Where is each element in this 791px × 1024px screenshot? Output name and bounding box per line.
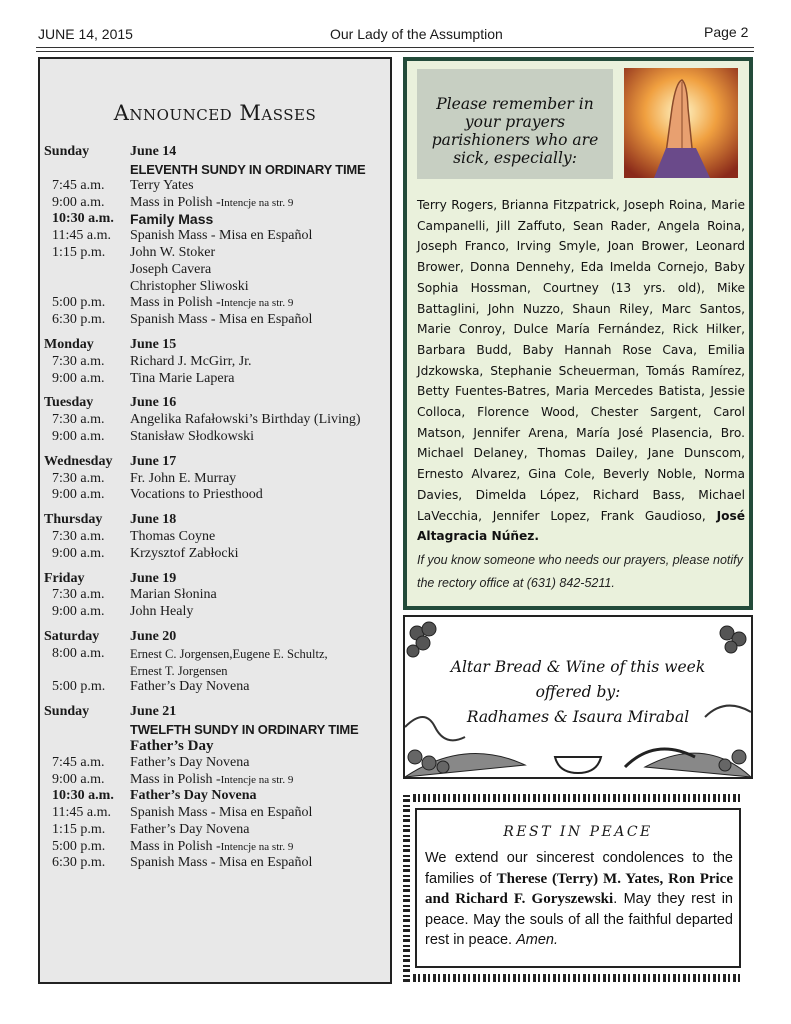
day-header	[44, 512, 390, 529]
day-name: Tuesday	[44, 395, 94, 411]
mass-time: 8:00 a.m.	[52, 645, 105, 661]
mass-intention: Vocations to Priesthood	[130, 487, 263, 503]
mass-time: 7:45 a.m.	[52, 177, 105, 193]
sick-last-name: José Altagracia Núñez.	[417, 508, 746, 544]
mass-intention: Father’s Day Novena	[130, 679, 250, 695]
mass-time: 6:30 p.m.	[52, 855, 106, 871]
rip-names: Therese (Terry) M. Yates, Ron Price and Richard F. Goryszewski	[425, 870, 733, 908]
mass-entry	[44, 679, 390, 696]
mass-entry	[44, 788, 390, 805]
altar-bread-panel	[403, 615, 753, 779]
day-header	[44, 629, 390, 646]
liturgical-subtitle-row	[44, 738, 390, 755]
mass-entry	[44, 178, 390, 195]
mass-intention: John W. Stoker	[130, 244, 216, 260]
mass-time: 9:00 a.m.	[52, 771, 105, 787]
header-rule-2	[36, 51, 754, 52]
mass-entry	[44, 487, 390, 504]
mass-intention: Family Mass	[130, 211, 214, 228]
mass-entry	[44, 604, 390, 621]
mass-intention: Father’s Day Novena	[130, 788, 257, 804]
rip-title: REST IN PEACE	[503, 824, 653, 840]
day-header	[44, 337, 390, 354]
mass-entry	[44, 195, 390, 212]
prayer-notice-line: If you know someone who needs our prayers, please notify	[417, 553, 743, 567]
mass-intention: Christopher Sliwoski	[130, 278, 249, 294]
mass-intention: Ernest T. Jorgensen	[130, 663, 228, 678]
rip-box	[415, 808, 741, 968]
day-header	[44, 571, 390, 588]
mass-entry	[44, 262, 390, 279]
mass-time: 10:30 a.m.	[52, 788, 114, 804]
mass-entry	[44, 295, 390, 312]
day-date: June 21	[130, 704, 177, 720]
decorative-border	[403, 794, 410, 982]
mass-entry	[44, 211, 390, 228]
mass-time: 7:30 a.m.	[52, 470, 105, 486]
mass-entry	[44, 354, 390, 371]
mass-time: 9:00 a.m.	[52, 604, 105, 620]
masses-title: Announced Masses	[113, 101, 317, 125]
mass-entry	[44, 839, 390, 856]
day-date: June 14	[130, 144, 177, 159]
mass-intention: Krzysztof Zabłocki	[130, 545, 239, 561]
mass-intention: Mass in Polish -	[130, 771, 221, 787]
sick-parishioners-list	[417, 195, 745, 547]
mass-time: 11:45 a.m.	[52, 228, 111, 244]
rip-text-after: . May they rest in peace. May the souls of all the faithful departed rest in peace.	[425, 891, 733, 949]
rip-amen: Amen.	[516, 932, 558, 949]
prayer-heading-line: sick, especially:	[453, 149, 577, 167]
decorative-border	[413, 794, 743, 802]
mass-intention: Ernest C. Jorgensen,Eugene E. Schultz,	[130, 646, 328, 661]
mass-time: 9:00 a.m.	[52, 545, 105, 561]
liturgical-title: ELEVENTH SUNDY IN ORDINARY TIME	[130, 161, 366, 177]
prayer-heading	[417, 69, 613, 179]
day-date: June 20	[130, 628, 177, 644]
day-header	[44, 704, 390, 721]
day-date: June 15	[130, 336, 177, 352]
mass-time: 7:45 a.m.	[52, 754, 105, 770]
mass-entry	[44, 822, 390, 839]
mass-time: 1:15 p.m.	[52, 821, 106, 837]
mass-intention: Richard J. McGirr, Jr.	[130, 353, 252, 369]
mass-time: 7:30 a.m.	[52, 587, 105, 603]
day-date: June 18	[130, 512, 177, 528]
mass-entry	[44, 546, 390, 563]
mass-time	[44, 663, 130, 680]
mass-entry	[44, 587, 390, 604]
mass-intention: Father’s Day Novena	[130, 821, 250, 837]
mass-time	[44, 279, 130, 296]
mass-time: 7:30 a.m.	[52, 528, 105, 544]
day-name: Saturday	[44, 628, 100, 644]
mass-entry	[44, 855, 390, 872]
prayer-notice-line: the rectory office at (631) 842-5211.	[417, 576, 615, 590]
mass-intention: Stanisław Słodkowski	[130, 428, 255, 444]
altar-line: Radhames & Isaura Mirabal	[466, 708, 690, 726]
mass-entry	[44, 228, 390, 245]
mass-entry	[44, 412, 390, 429]
mass-note: Intencje na str. 9	[220, 297, 294, 310]
mass-note: Intencje na str. 9	[220, 773, 294, 786]
mass-intention: Tina Marie Lapera	[130, 370, 235, 386]
day-header	[44, 395, 390, 412]
day-header	[44, 454, 390, 471]
mass-intention: Mass in Polish -	[130, 295, 221, 311]
mass-intention: Angelika Rafałowski’s Birthday (Living)	[130, 412, 361, 428]
mass-note: Intencje na str. 9	[220, 196, 294, 209]
praying-hands-icon	[624, 68, 738, 178]
mass-intention: Spanish Mass - Misa en Español	[130, 228, 313, 244]
mass-intention: Father’s Day Novena	[130, 754, 250, 770]
day-name: Monday	[44, 336, 94, 352]
day-name: Sunday	[44, 144, 90, 159]
prayer-heading-line: parishioners who are	[431, 131, 599, 149]
mass-entry	[44, 371, 390, 388]
mass-time: 11:45 a.m.	[52, 805, 111, 821]
mass-intention: Thomas Coyne	[130, 528, 216, 544]
sick-names: Terry Rogers, Brianna Fitzpatrick, Joseph Roina, Marie Campanelli, Jill Zaffuto, Sean Rader, Angela Roina, Joseph Franco, Irving Smyle, Joan Brower, Leonard Brower, Donna Dennehy, Eda Imelda Cornejo, Baby Sophia Hossman, Courtney (13 yrs. old), Mike Battaglini, John Nuzzo, Shaun Riley, Marc Santos, Marie Conroy, Dulce María Fernández, Rick Hilker, Barbara Budd, Baby Hannah Rose Cava, Emilia Jdzkowska, Stephanie Scheuerman, Tomás Ramírez, Betty Fuentes-Batres, Maria Mercedes Batista, Jessie Colloca, Florence Wood, Chester Sargent, Carol Matson, Jennifer Arena, María José Plasencia, Bro. Michael Delaney, Thomas Dailey, Jane Dunscom, Ernesto Alvarez, Gina Cole, Beverly Noble, Norma Davies, Dimelda López, Richard Bass, Michael LaVecchia, Jennifer Lopez, Frank Gaudioso,	[417, 198, 745, 523]
mass-time	[44, 262, 130, 279]
mass-time: 5:00 p.m.	[52, 838, 106, 854]
masses-list	[44, 144, 390, 872]
mass-intention: Spanish Mass - Misa en Español	[130, 805, 313, 821]
mass-entry	[44, 772, 390, 789]
mass-intention: Joseph Cavera	[130, 261, 212, 277]
mass-entry	[44, 646, 390, 663]
header-page: Page 2	[704, 24, 749, 40]
mass-intention: Marian Słonina	[130, 587, 217, 603]
prayer-list-panel	[403, 57, 753, 610]
mass-entry	[44, 755, 390, 772]
prayer-heading-line: Please remember in	[436, 95, 594, 113]
header-parish: Our Lady of the Assumption	[330, 26, 503, 42]
liturgical-title: TWELFTH SUNDY IN ORDINARY TIME	[130, 721, 359, 737]
mass-time: 7:30 a.m.	[52, 353, 105, 369]
prayer-notice	[417, 549, 747, 595]
mass-time: 9:00 a.m.	[52, 370, 105, 386]
day-date: June 19	[130, 570, 177, 586]
mass-time: 5:00 p.m.	[52, 295, 106, 311]
mass-note: Intencje na str. 9	[220, 840, 294, 853]
mass-entry	[44, 529, 390, 546]
altar-line: Altar Bread & Wine of this week	[450, 658, 706, 676]
header-date: JUNE 14, 2015	[38, 26, 133, 42]
day-name: Sunday	[44, 704, 90, 720]
mass-entry	[44, 312, 390, 329]
mass-time: 9:00 a.m.	[52, 487, 105, 503]
day-header	[44, 144, 390, 161]
altar-bread-text	[405, 655, 751, 730]
header-rule	[36, 47, 754, 48]
day-name: Thursday	[44, 512, 103, 528]
day-name: Wednesday	[44, 453, 113, 469]
rip-text-before: We extend our sincerest condolences to the families of	[425, 850, 733, 887]
mass-time: 5:00 p.m.	[52, 679, 106, 695]
mass-intention: John Healy	[130, 604, 194, 620]
mass-intention: Mass in Polish -	[130, 838, 221, 854]
mass-entry	[44, 429, 390, 446]
mass-time: 7:30 a.m.	[52, 412, 105, 428]
mass-entry	[44, 279, 390, 296]
mass-entry	[44, 471, 390, 488]
mass-time: 6:30 p.m.	[52, 312, 106, 328]
mass-time: 1:15 p.m.	[52, 244, 106, 260]
day-date: June 17	[130, 453, 177, 469]
rest-in-peace-panel	[401, 790, 754, 986]
announced-masses-panel	[38, 57, 392, 984]
mass-time: 9:00 a.m.	[52, 428, 105, 444]
mass-intention: Fr. John E. Murray	[130, 470, 237, 486]
day-date: June 16	[130, 395, 177, 411]
altar-line: offered by:	[535, 683, 621, 701]
mass-entry	[44, 805, 390, 822]
mass-time: 9:00 a.m.	[52, 194, 105, 210]
mass-intention: Mass in Polish -	[130, 194, 221, 210]
liturgical-subtitle: Father’s Day	[130, 737, 214, 754]
mass-intention: Terry Yates	[130, 177, 194, 193]
mass-entry	[44, 663, 390, 680]
mass-intention: Spanish Mass - Misa en Español	[130, 855, 313, 871]
decorative-border	[413, 974, 743, 982]
day-name: Friday	[44, 570, 85, 586]
mass-entry	[44, 245, 390, 262]
mass-time: 10:30 a.m.	[52, 211, 114, 227]
mass-intention: Spanish Mass - Misa en Español	[130, 312, 313, 328]
prayer-heading-line: your prayers	[464, 113, 566, 131]
rip-text	[425, 848, 733, 951]
